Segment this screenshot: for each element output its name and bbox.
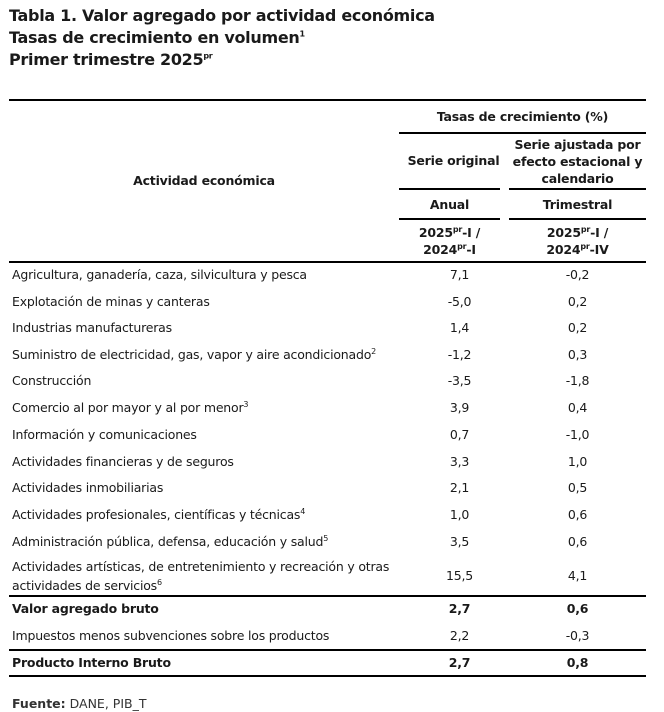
annual-value: 7,1 [449, 267, 470, 282]
annual-value: 1,4 [449, 320, 470, 335]
bottom-rule [9, 675, 646, 677]
subtitle-text: Tasas de crecimiento en volumen [9, 28, 300, 47]
period-text: Primer trimestre 2025 [9, 50, 204, 69]
row-label: Agricultura, ganadería, caza, silvicultura y pesca [12, 267, 307, 282]
annual-value: -3,5 [447, 373, 472, 388]
quarterly-value: -1,8 [565, 373, 590, 388]
header-bottom-rule [9, 261, 646, 263]
quarterly-value: 0,5 [567, 480, 588, 495]
quarterly-value: 0,8 [566, 655, 589, 670]
header-quarterly: Trimestral [542, 197, 613, 212]
header-quarterly-period [509, 224, 646, 258]
annual-value: 2,7 [448, 601, 471, 616]
footnote-marker: 1 [299, 29, 305, 39]
row-label: Valor agregado bruto [12, 601, 159, 616]
annual-value: 0,7 [449, 427, 470, 442]
annual-value: 3,5 [449, 534, 470, 549]
annual-value: 3,3 [449, 454, 470, 469]
col1-freq-rule [399, 218, 500, 220]
quarterly-value: 0,6 [567, 534, 588, 549]
row-label: Actividades profesionales, científicas y técnicas$^4$ [12, 506, 306, 522]
quarterly-value: 0,2 [567, 320, 588, 335]
quarterly-value: 0,6 [567, 507, 588, 522]
quarterly-value: 0,3 [567, 347, 588, 362]
quarterly-value: 4,1 [567, 568, 588, 583]
row-label: Actividades inmobiliarias [12, 480, 164, 495]
period-line-1: $2025^{pr}-I$ / [546, 224, 609, 240]
col1-series-rule [399, 188, 500, 190]
annual-value: 2,1 [449, 480, 470, 495]
row-label: Construcción [12, 373, 92, 388]
top-rule [9, 99, 646, 101]
period-line-1: $2025^{pr}-I$ / [418, 224, 481, 240]
annual-value: 1,0 [449, 507, 470, 522]
table-row [9, 557, 646, 595]
subtotal-rule [9, 595, 646, 597]
pib-top-rule [9, 649, 646, 651]
row-label: Información y comunicaciones [12, 427, 197, 442]
col2-series-rule [509, 188, 646, 190]
preliminary-marker: pr [203, 51, 213, 61]
quarterly-value: -1,0 [565, 427, 590, 442]
table-period [9, 50, 212, 69]
table-title: Tabla 1. Valor agregado por actividad económica [9, 6, 435, 25]
row-label: Impuestos menos subvenciones sobre los productos [12, 628, 330, 643]
annual-value: -1,2 [447, 347, 472, 362]
row-label: Producto Interno Bruto [12, 655, 171, 670]
row-label: Comercio al por mayor y al por menor$^3$ [12, 399, 249, 415]
quarterly-value: -0,2 [565, 267, 590, 282]
quarterly-value: 0,2 [567, 294, 588, 309]
source-label: Fuente: [12, 696, 66, 711]
quarterly-value: 1,0 [567, 454, 588, 469]
group-rule [399, 132, 646, 134]
adjusted-line-1: Serie ajustada por [514, 137, 641, 152]
row-label: Administración pública, defensa, educación y salud$^5$ [12, 533, 329, 549]
period-line-2: $2024^{pr}-IV$ [546, 241, 609, 257]
source-text: DANE, PIB_T [65, 696, 147, 711]
row-label: Explotación de minas y canteras [12, 294, 210, 309]
period-line-2: $2024^{pr}-I$ [423, 241, 476, 257]
header-growth-rates: Tasas de crecimiento (%) [436, 109, 609, 124]
row-label: Actividades financieras y de seguros [12, 454, 234, 469]
header-annual-period [399, 224, 500, 258]
header-annual: Anual [429, 197, 470, 212]
quarterly-value: 0,6 [566, 601, 589, 616]
adjusted-line-2: efecto estacional y [512, 154, 643, 169]
row-label: Industrias manufactureras [12, 320, 172, 335]
annual-value: -5,0 [447, 294, 472, 309]
annual-value: 3,9 [449, 400, 470, 415]
table-subtitle [9, 28, 305, 47]
row-label: Actividades artísticas, de entretenimiento y recreación y otras actividades de servicios$^6$ [12, 559, 390, 593]
header-original-series: Serie original [407, 153, 500, 168]
col2-freq-rule [509, 218, 646, 220]
adjusted-line-3: calendario [541, 171, 614, 186]
source-note [12, 696, 146, 711]
quarterly-value: 0,4 [567, 400, 588, 415]
annual-value: 15,5 [445, 568, 474, 583]
quarterly-value: -0,3 [565, 628, 590, 643]
header-activity: Actividad económica [133, 173, 275, 188]
row-label: Suministro de electricidad, gas, vapor y aire acondicionado$^2$ [12, 346, 377, 362]
annual-value: 2,7 [448, 655, 471, 670]
annual-value: 2,2 [449, 628, 470, 643]
header-adjusted-series [509, 136, 646, 187]
